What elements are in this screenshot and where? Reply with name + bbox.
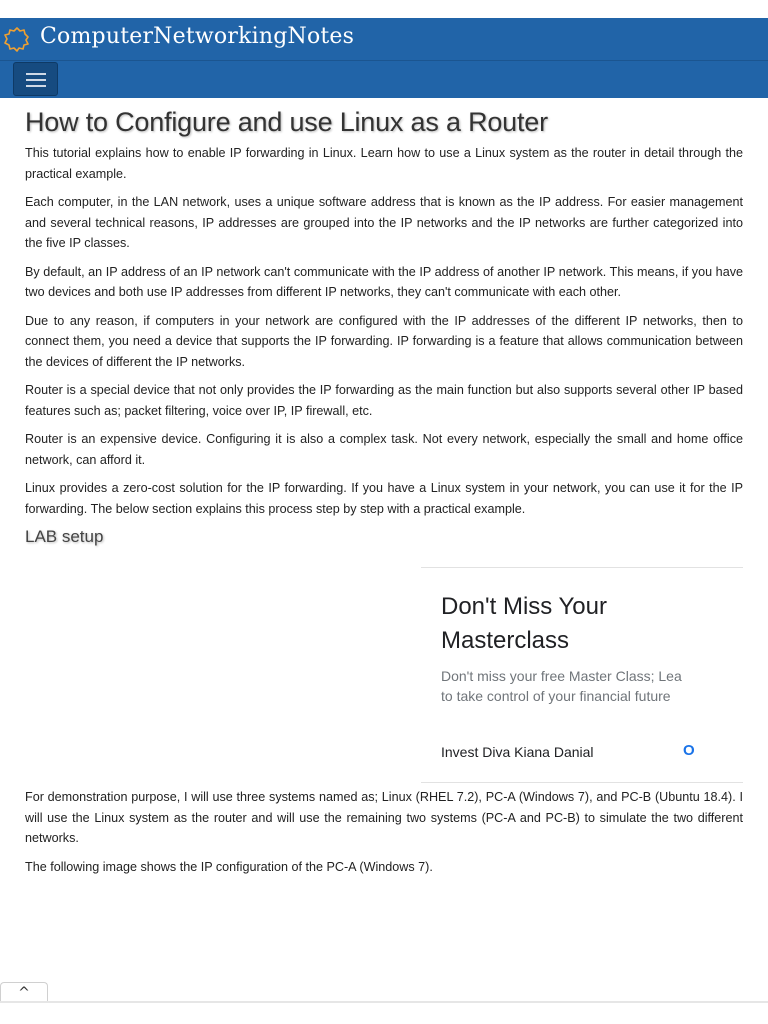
section-heading: LAB setup [25, 527, 104, 546]
article-content [25, 105, 743, 885]
paragraph: Due to any reason, if computers in your network are configured with the IP addresses of the different IP networks, then to connect them, you need a device that supports the IP forwarding. IP forwarding is a feature that allows communication between the devices of different the IP networks. [25, 313, 743, 369]
site-title[interactable]: ComputerNetworkingNotes [40, 24, 355, 49]
bottom-divider [0, 1001, 768, 1003]
paragraph: Each computer, in the LAN network, uses a unique software address that is known as the IP address. For easier management and several technical reasons, IP addresses are grouped into the IP networks and the IP networks are further categorized into the five IP classes. [25, 195, 743, 250]
site-header [0, 18, 768, 61]
paragraph: Router is a special device that not only provides the IP forwarding as the main function but also supports several other IP based features such as; packet filtering, voice over IP, IP firewall, etc. [25, 383, 743, 418]
article-title: How to Configure and use Linux as a Router [25, 107, 548, 137]
advertisement[interactable] [421, 567, 743, 783]
paragraph: By default, an IP address of an IP network can't communicate with the IP address of another IP network. This means, if you have two devices and both use IP addresses from different IP networks, they can't communicate with each other. [25, 264, 743, 299]
paragraph: This tutorial explains how to enable IP forwarding in Linux. Learn how to use a Linux system as the router in detail through the practical example. [25, 146, 743, 181]
paragraph: Linux provides a zero-cost solution for the IP forwarding. If you have a Linux system in your network, you can use it for the IP forwarding. The below section explains this process step by step with a practical example. [25, 481, 743, 516]
main-navbar [0, 61, 768, 98]
ad-description-line: Don't miss your free Master Class; Lea [441, 668, 682, 684]
ad-container [25, 547, 743, 783]
ad-title[interactable]: Don't Miss Your Masterclass [441, 593, 607, 654]
ad-open-button[interactable]: O [683, 742, 695, 759]
paragraph: For demonstration purpose, I will use three systems named as; Linux (RHEL 7.2), PC-A (Windows 7), and PC-B (Ubuntu 18.4). I will use the Linux system as the router and will use the remaining two systems (PC-A and PC-B) to simulate the two different networks. [25, 790, 743, 845]
chevron-up-icon: ^ [18, 985, 30, 1001]
hamburger-menu-button[interactable] [13, 62, 58, 96]
back-to-top-button[interactable] [0, 982, 48, 1002]
gear-outline-icon[interactable] [4, 26, 30, 52]
paragraph: The following image shows the IP configuration of the PC-A (Windows 7). [25, 859, 433, 874]
hamburger-icon [26, 73, 46, 75]
paragraph: Router is an expensive device. Configuring it is also a complex task. Not every network, especially the small and home office network, can afford it. [25, 432, 743, 467]
top-strip [0, 0, 768, 18]
ad-description-line: to take control of your financial future [441, 688, 671, 704]
ad-advertiser[interactable]: Invest Diva Kiana Danial [441, 744, 594, 760]
ad-description[interactable] [441, 666, 711, 706]
